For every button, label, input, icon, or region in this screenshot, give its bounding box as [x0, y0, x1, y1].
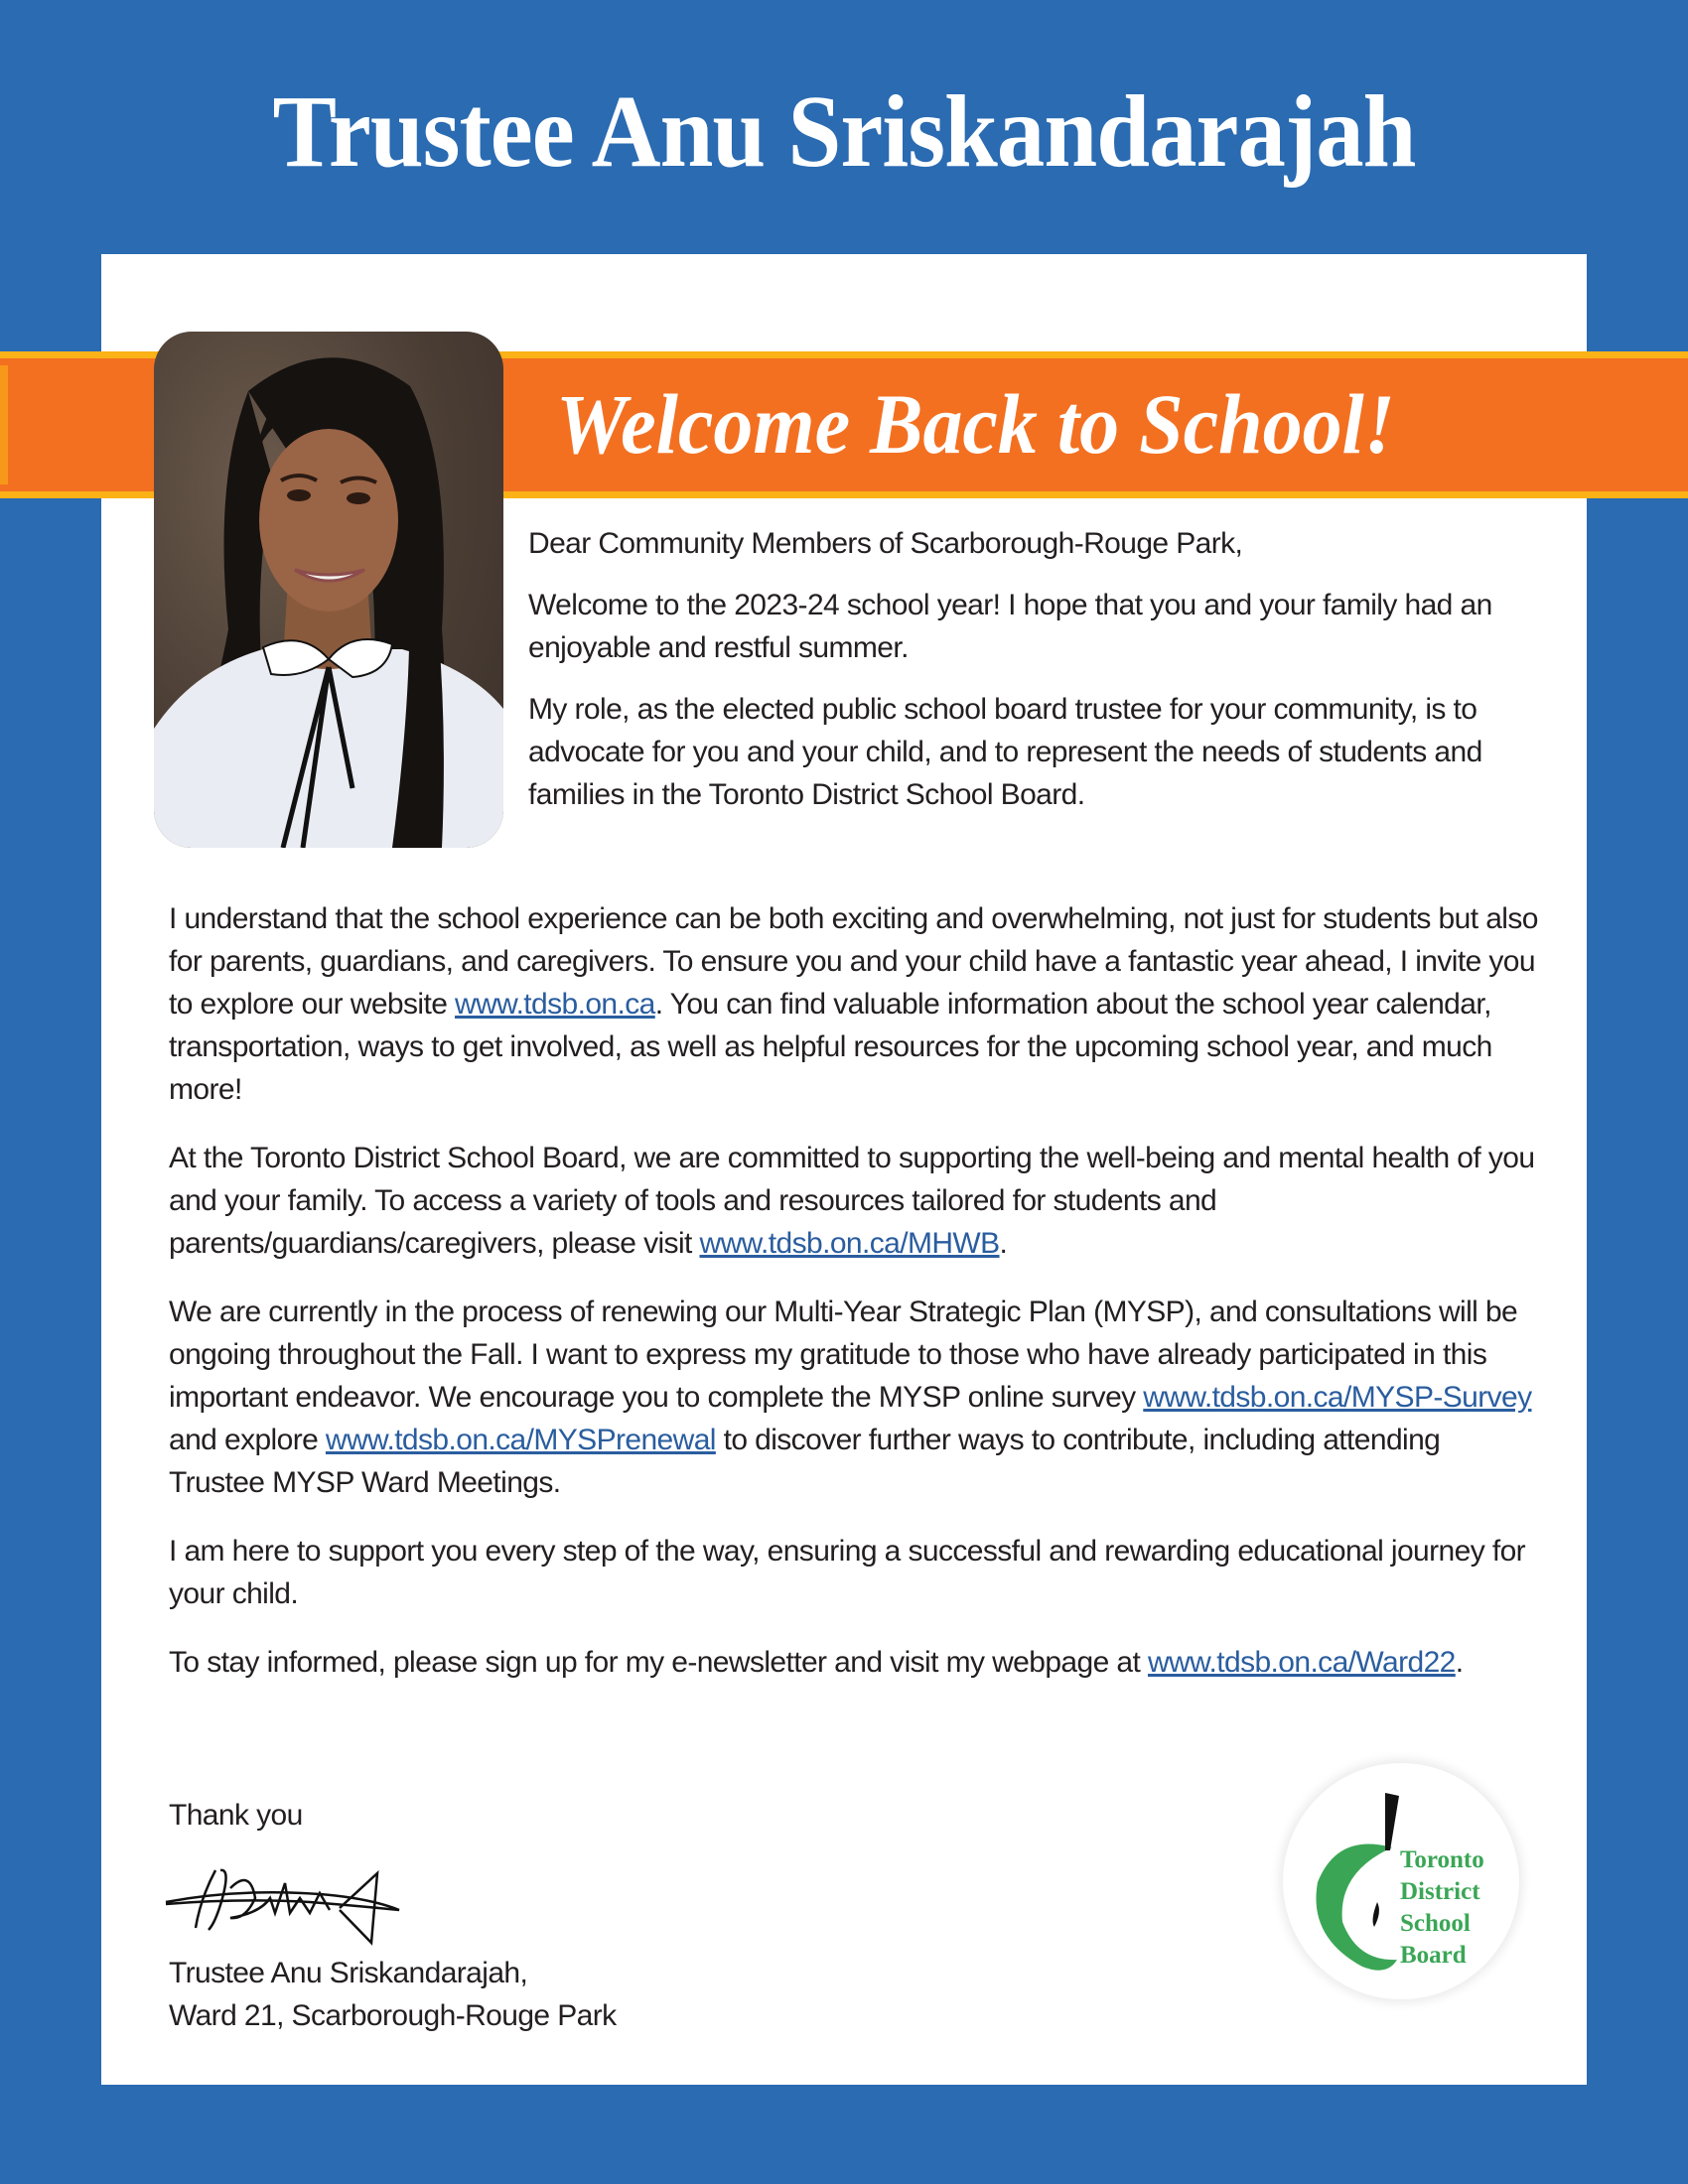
text: I understand that the school experience can be both exciting and overwhelming, not just for students but also for parents, guardians, and caregivers. To ensure you and your child have a fantastic year ahead, I invite you to explore our website: [169, 902, 1538, 1021]
signature-block: [169, 1952, 963, 2037]
logo-text: [1400, 1844, 1484, 1972]
banner-title: Welcome Back to School!: [556, 376, 1395, 472]
letter-intro: [528, 522, 1521, 816]
tdsb-logo: [1283, 1763, 1519, 1999]
logo-line: Board: [1400, 1942, 1467, 1969]
intro-paragraph: My role, as the elected public school board trustee for your community, is to advocate for you and your child, and to represent the needs of students and families in the Toronto District School Board.: [528, 693, 1482, 811]
closing-text: Thank you: [169, 1799, 303, 1832]
letter-body: [169, 897, 1539, 1684]
paragraph-newsletter: [169, 1641, 1539, 1684]
text: To stay informed, please sign up for my e-newsletter and visit my webpage at: [169, 1646, 1148, 1679]
page-title: Trustee Anu Sriskandarajah: [272, 74, 1416, 189]
paragraph-mysp: [169, 1291, 1539, 1504]
text: to discover further ways to contribute, including attending Trustee MYSP Ward Meetings.: [169, 1424, 1441, 1499]
logo-line: School: [1400, 1910, 1471, 1937]
text: .: [999, 1227, 1008, 1260]
text: and explore: [169, 1424, 326, 1456]
portrait-image: [154, 332, 503, 848]
trustee-portrait: [154, 332, 503, 848]
text: . You can find valuable information about the school year calendar, transportation, ways to get involved, as well as helpful resources for the upcoming school year, and much more!: [169, 988, 1492, 1106]
greeting: Dear Community Members of Scarborough-Rouge Park,: [528, 527, 1243, 560]
signature-name: Trustee Anu Sriskandarajah,: [169, 1957, 528, 1989]
ward22-link[interactable]: www.tdsb.on.ca/Ward22: [1147, 1646, 1456, 1679]
logo-line: Toronto: [1400, 1846, 1484, 1873]
signature-icon: [161, 1858, 409, 1948]
mysp-renewal-link[interactable]: www.tdsb.on.ca/MYSPrenewal: [325, 1424, 716, 1456]
paragraph-website: [169, 897, 1539, 1111]
paragraph-mental-health: [169, 1137, 1539, 1265]
intro-paragraph: Welcome to the 2023-24 school year! I hope that you and your family had an enjoyable and restful summer.: [528, 589, 1492, 664]
text: .: [1455, 1646, 1464, 1679]
text: At the Toronto District School Board, we are committed to supporting the well-being and mental health of you and your family. To access a variety of tools and resources tailored for students and parents/guardians/caregivers, please visit: [169, 1142, 1535, 1260]
paragraph-support: I am here to support you every step of the way, ensuring a successful and rewarding educational journey for your child.: [169, 1535, 1526, 1610]
mhwb-link[interactable]: www.tdsb.on.ca/MHWB: [699, 1227, 1000, 1260]
tdsb-website-link[interactable]: www.tdsb.on.ca: [455, 988, 655, 1021]
mysp-survey-link[interactable]: www.tdsb.on.ca/MYSP-Survey: [1143, 1381, 1532, 1414]
banner-edge: [0, 365, 8, 484]
text: We are currently in the process of renewing our Multi-Year Strategic Plan (MYSP), and consultations will be ongoing throughout the Fall. I want to express my gratitude to those who have already participated in this important endeavor. We encourage you to complete the MYSP online survey: [169, 1296, 1518, 1414]
signature-ward: Ward 21, Scarborough-Rouge Park: [169, 1999, 617, 2032]
logo-line: District: [1400, 1878, 1480, 1905]
